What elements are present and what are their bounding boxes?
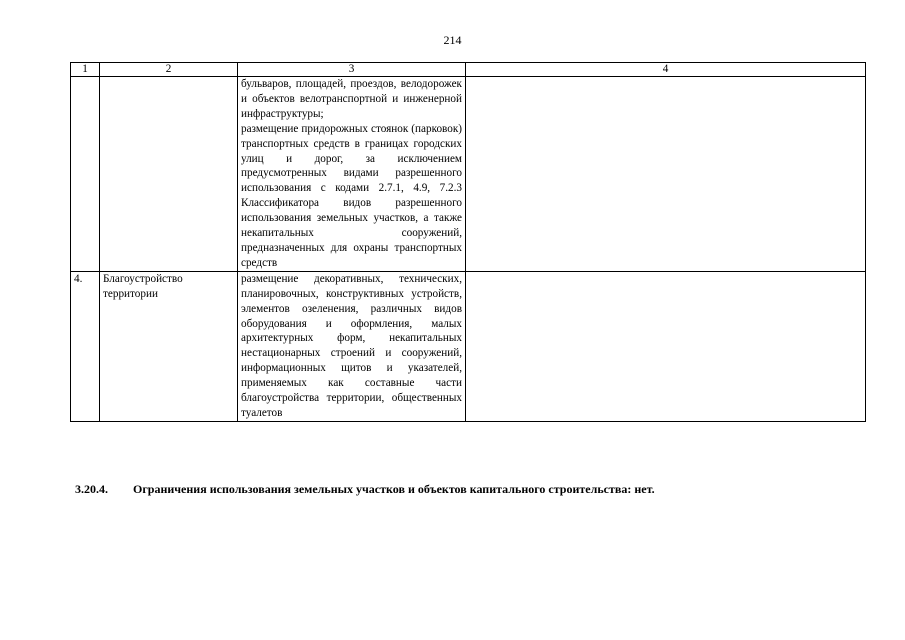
column-number-4: 4 xyxy=(466,63,866,77)
table-row-continuation xyxy=(71,77,866,272)
table-header-row xyxy=(71,63,866,77)
land-use-table xyxy=(70,62,866,422)
row-description-cell xyxy=(238,271,466,421)
description-paragraph: размещение придорожных стоянок (парковок) транспортных средств в границах городских улиц и дорог, за исключением предусмотренных видами разрешенного использования с кодами 2.7.1, 4.9, 7.2.3 Классификатора видов разрешенного использования земельных участков, а также некапитальных сооружений, предназначенных для охраны транспортных средств xyxy=(241,122,462,269)
row-description-cell xyxy=(238,77,466,272)
row-notes-cell xyxy=(466,77,866,272)
row-name-cell: Благоустройство территории xyxy=(100,271,238,421)
row-name-cell xyxy=(100,77,238,272)
row-notes-cell xyxy=(466,271,866,421)
page-number: 214 xyxy=(443,33,462,47)
section-title: Ограничения использования земельных участков и объектов капитального строительства: нет. xyxy=(133,482,655,496)
section-number: 3.20.4. xyxy=(75,482,108,496)
column-number-3: 3 xyxy=(238,63,466,77)
table-row-4 xyxy=(71,271,866,421)
section-heading xyxy=(75,482,865,497)
row-number-cell xyxy=(71,77,100,272)
description-paragraph: размещение декоративных, технических, планировочных, конструктивных устройств, элементов озеленения, различных видов оборудования и оформления, малых архитектурных форм, некапитальных нестационарных строений и сооружений, информационных щитов и указателей, применяемых как составные части благоустройства территории, общественных туалетов xyxy=(241,272,462,419)
column-number-2: 2 xyxy=(100,63,238,77)
column-number-1: 1 xyxy=(71,63,100,77)
description-paragraph: бульваров, площадей, проездов, велодорожек и объектов велотранспортной и инженерной инфраструктуры; xyxy=(241,78,462,120)
row-number-cell: 4. xyxy=(71,271,100,421)
